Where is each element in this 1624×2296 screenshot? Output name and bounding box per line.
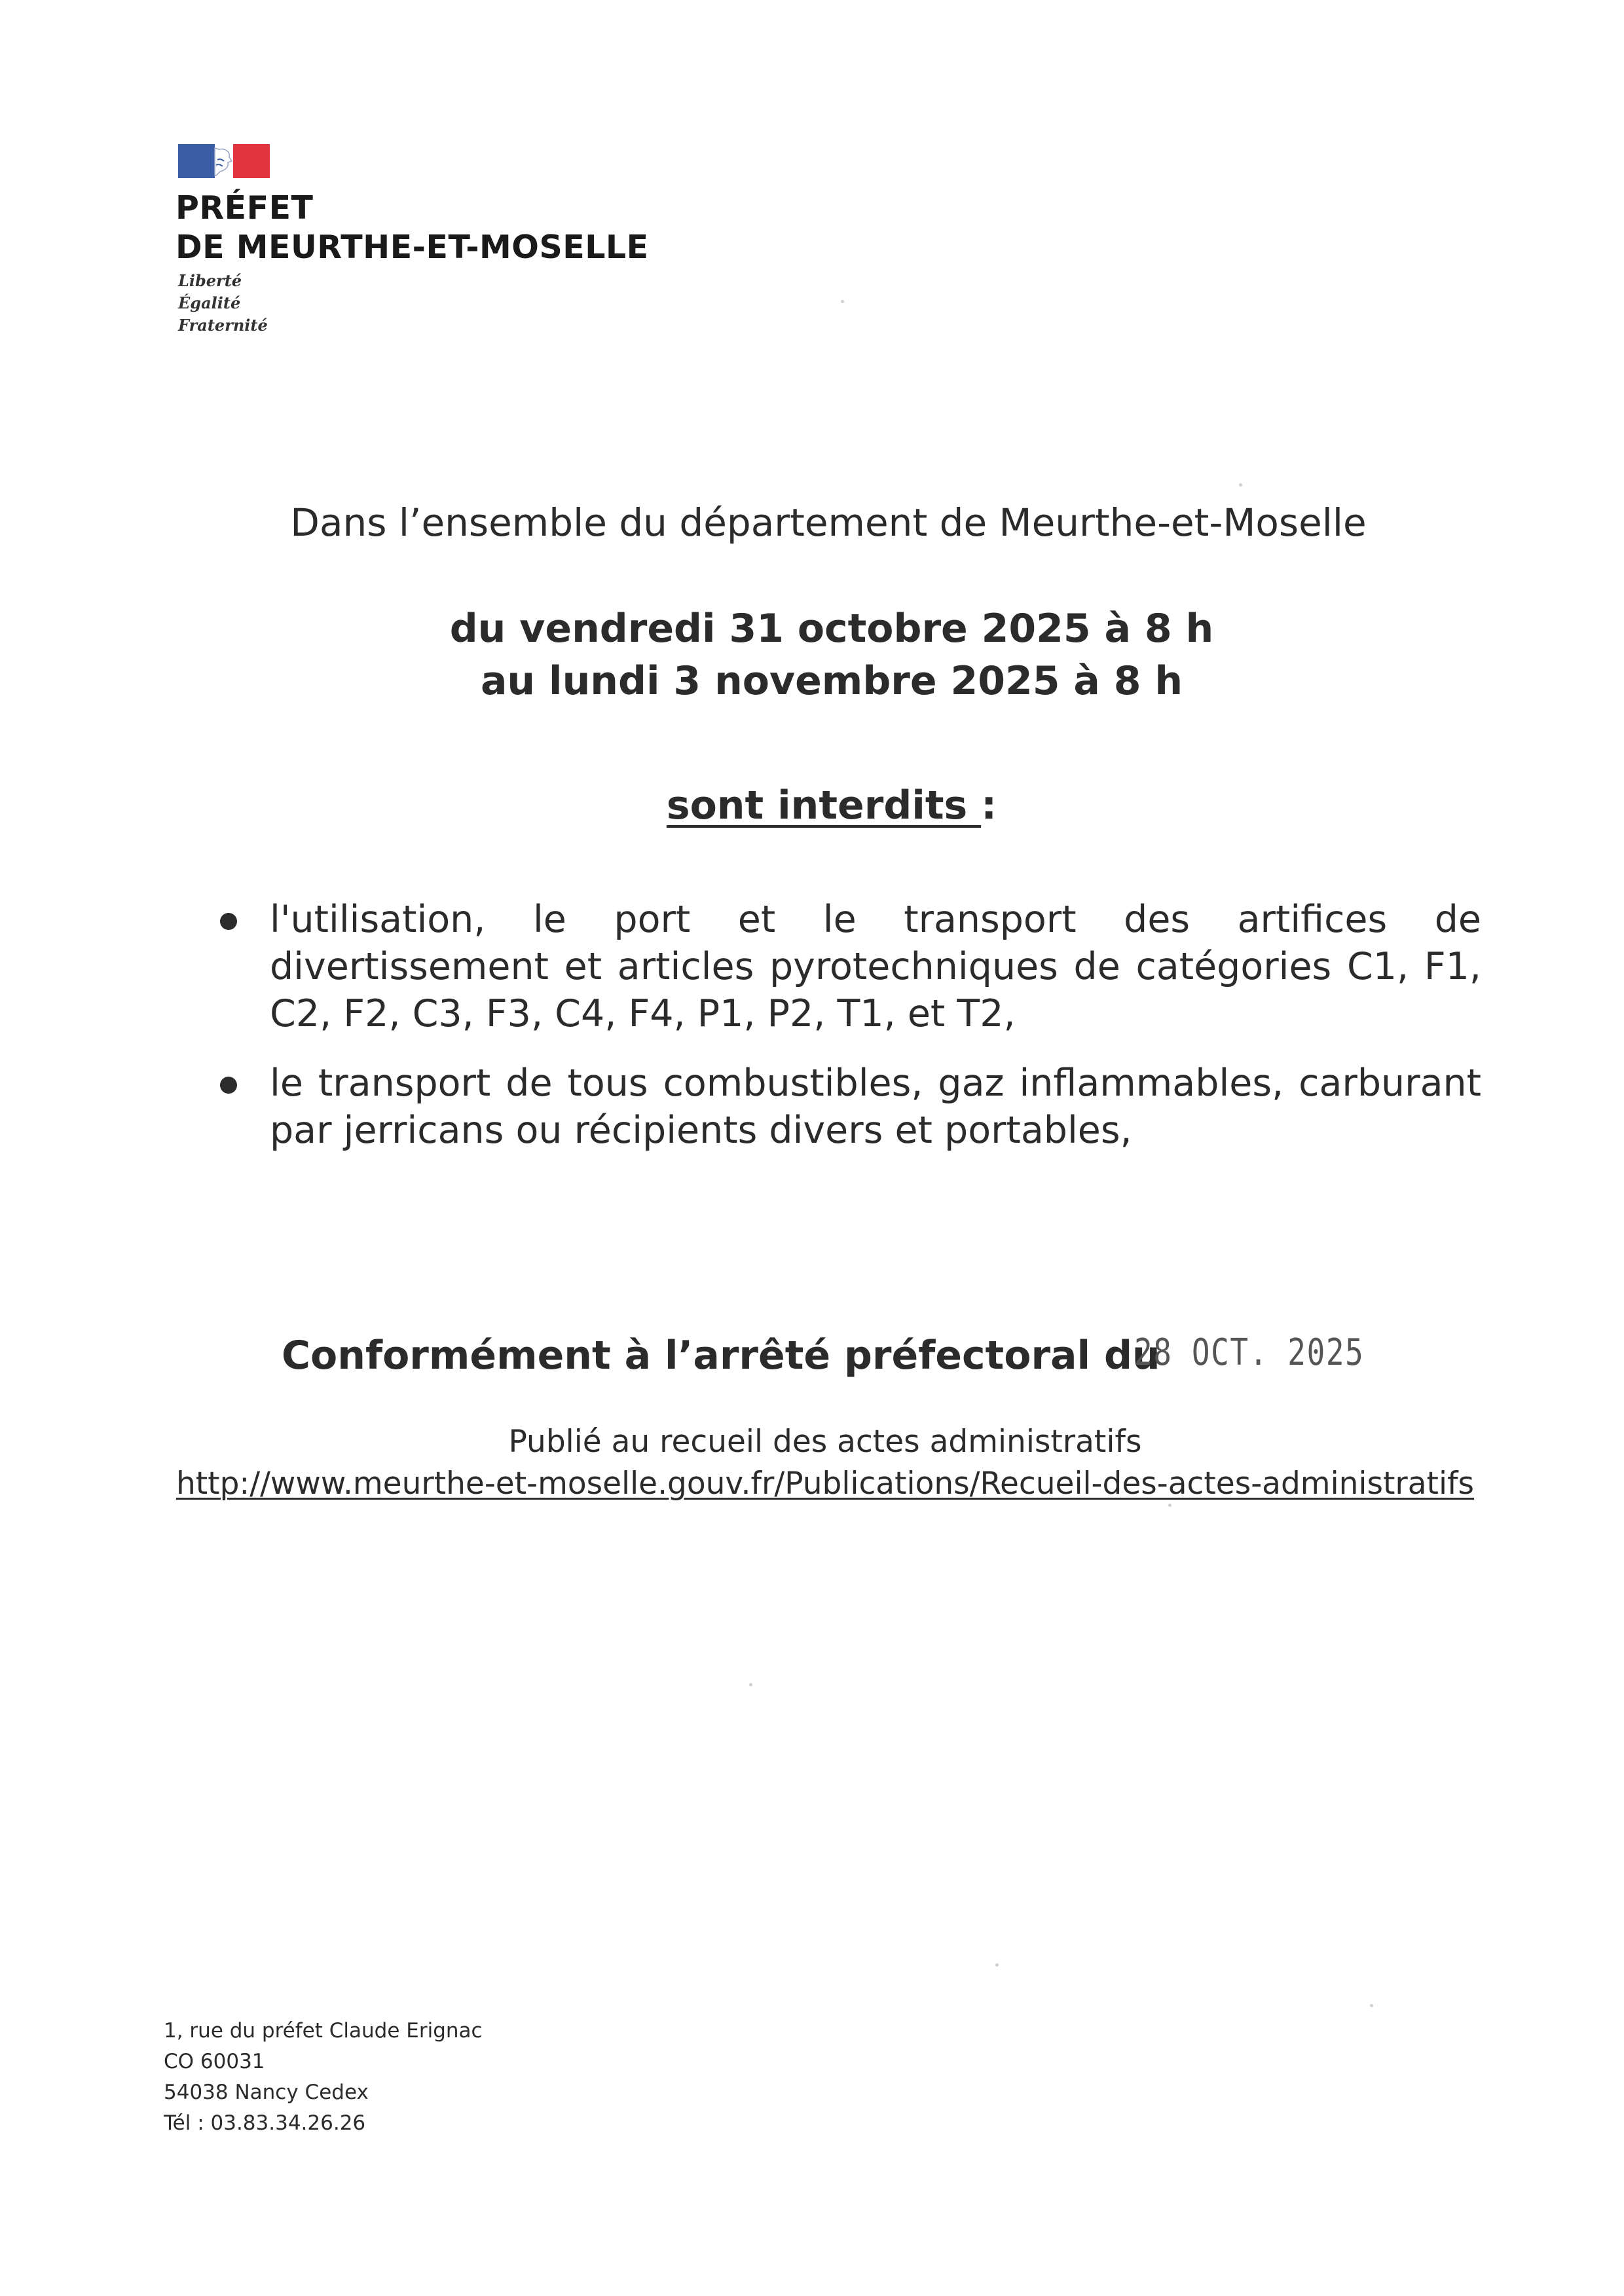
scan-speck [995,1963,999,1967]
prefecture-title [175,189,649,267]
motto-fraternite: Fraternité [178,316,268,335]
scan-speck [1370,2004,1373,2007]
list-item [216,1060,1481,1154]
date-from: du vendredi 31 octobre 2025 à 8 h [449,606,1214,652]
footer-address [164,2016,483,2139]
scan-speck [1239,483,1242,487]
prefet-line-1: PRÉFET [175,189,314,227]
motto-egalite: Égalité [178,293,241,312]
prefet-line-2: DE MEURTHE-ET-MOSELLE [175,229,649,266]
list-item [216,896,1481,1037]
forbidden-heading-text: sont interdits [666,783,982,828]
forbidden-heading-colon: : [981,783,997,828]
recueil-link[interactable]: http://www.meurthe-et-moselle.gouv.fr/Publications/Recueil-des-actes-administratifs [175,1466,1475,1502]
scan-speck [749,1683,752,1686]
scan-speck [1168,1504,1172,1507]
forbidden-list [216,896,1481,1176]
address-line-3: 54038 Nancy Cedex [164,2081,369,2104]
date-to: au lundi 3 novembre 2025 à 8 h [480,658,1183,704]
recueil-link-container [0,1463,1624,1505]
scan-speck [841,300,844,303]
publication-note: Publié au recueil des actes administratifs [508,1424,1142,1460]
address-line-2: CO 60031 [164,2050,265,2073]
motto-liberte: Liberté [178,271,242,290]
list-item-text: le transport de tous combustibles, gaz inflammables, carburant par jerricans ou récipients divers et portables, [270,1062,1481,1152]
stamped-date: 28 OCT. 2025 [1134,1331,1365,1374]
scope-text: Dans l’ensemble du département de Meurthe-et-Moselle [290,500,1367,545]
forbidden-heading [0,779,1624,832]
date-range [0,602,1624,707]
address-line-1: 1, rue du préfet Claude Erignac [164,2019,483,2043]
address-line-4: Tél : 03.83.34.26.26 [164,2111,366,2135]
marianne-logo-icon [178,143,270,179]
bullet-icon [220,913,237,930]
republic-motto [178,270,268,337]
list-item-text: l'utilisation, le port et le transport des artifices de divertissement et articles pyrotechniques de catégories C1, F1, C2, F2, C3, F3, C4, F4, P1, P2, T1, et T2, [270,898,1481,1035]
bullet-icon [220,1077,237,1094]
conformement-text: Conformément à l’arrêté préfectoral du [282,1333,1160,1379]
